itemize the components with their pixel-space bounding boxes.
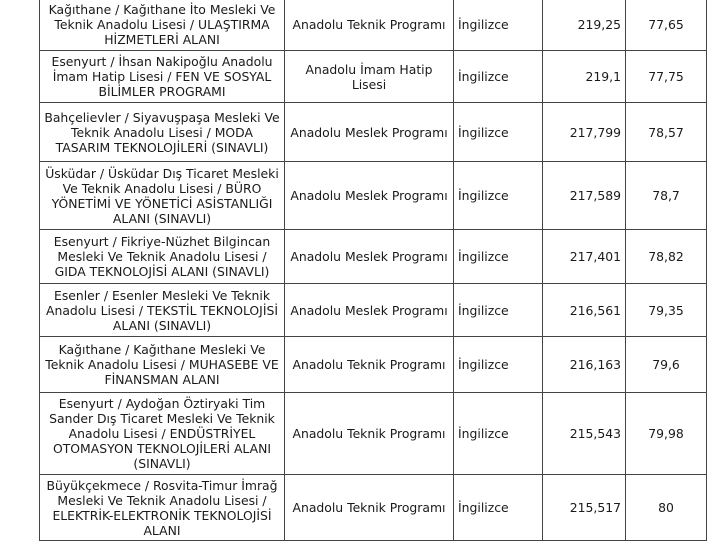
table-row [40, 103, 707, 162]
score-cell: 216,561 [543, 284, 626, 337]
score-cell: 217,401 [543, 230, 626, 284]
percentile-cell: 79,6 [626, 337, 707, 393]
percentile-cell: 80 [626, 475, 707, 541]
language-cell: İngilizce [454, 284, 543, 337]
school-cell: Esenyurt / Aydoğan Öztiryaki Tim Sander Dış Ticaret Mesleki Ve Teknik Anadolu Lisesi / ENDÜSTRİYEL OTOMASYON TEKNOLOJİLERİ ALANI (SINAVLI) [40, 393, 285, 475]
table-row [40, 51, 707, 103]
percentile-cell: 78,57 [626, 103, 707, 162]
table-row [40, 230, 707, 284]
language-cell: İngilizce [454, 51, 543, 103]
percentile-cell: 79,98 [626, 393, 707, 475]
school-cell: Bahçelievler / Siyavuşpaşa Mesleki Ve Teknik Anadolu Lisesi / MODA TASARIM TEKNOLOJİLERİ (SINAVLI) [40, 103, 285, 162]
school-cell: Esenler / Esenler Mesleki Ve Teknik Anadolu Lisesi / TEKSTİL TEKNOLOJİSİ ALANI (SINAVLI) [40, 284, 285, 337]
percentile-cell: 78,7 [626, 162, 707, 230]
school-cell: Kağıthane / Kağıthane Mesleki Ve Teknik Anadolu Lisesi / MUHASEBE VE FİNANSMAN ALANI [40, 337, 285, 393]
percentile-cell: 77,75 [626, 51, 707, 103]
score-cell: 215,543 [543, 393, 626, 475]
table-row [40, 393, 707, 475]
school-cell: Esenyurt / İhsan Nakipoğlu Anadolu İmam Hatip Lisesi / FEN VE SOSYAL BİLİMLER PROGRAMI [40, 51, 285, 103]
school-ranking-table [39, 0, 707, 541]
table-row [40, 337, 707, 393]
score-cell: 216,163 [543, 337, 626, 393]
score-cell: 217,799 [543, 103, 626, 162]
language-cell: İngilizce [454, 230, 543, 284]
school-cell: Esenyurt / Fikriye-Nüzhet Bilgincan Mesleki Ve Teknik Anadolu Lisesi / GIDA TEKNOLOJİSİ ALANI (SINAVLI) [40, 230, 285, 284]
language-cell: İngilizce [454, 475, 543, 541]
language-cell: İngilizce [454, 103, 543, 162]
program-type-cell: Anadolu Teknik Programı [285, 475, 454, 541]
program-type-cell: Anadolu Meslek Programı [285, 230, 454, 284]
program-type-cell: Anadolu Meslek Programı [285, 284, 454, 337]
school-cell: Büyükçekmece / Rosvita-Timur İmrağ Mesleki Ve Teknik Anadolu Lisesi / ELEKTRİK-ELEKTRONİK TEKNOLOJİSİ ALANI [40, 475, 285, 541]
score-cell: 219,25 [543, 0, 626, 51]
score-cell: 215,517 [543, 475, 626, 541]
school-cell: Üsküdar / Üsküdar Dış Ticaret Mesleki Ve Teknik Anadolu Lisesi / BÜRO YÖNETİMİ VE YÖNETİCİ ASİSTANLIĞI ALANI (SINAVLI) [40, 162, 285, 230]
program-type-cell: Anadolu İmam Hatip Lisesi [285, 51, 454, 103]
percentile-cell: 78,82 [626, 230, 707, 284]
program-type-cell: Anadolu Teknik Programı [285, 0, 454, 51]
program-type-cell: Anadolu Meslek Programı [285, 103, 454, 162]
school-cell: Kağıthane / Kağıthane İto Mesleki Ve Teknik Anadolu Lisesi / ULAŞTIRMA HİZMETLERİ ALANI [40, 0, 285, 51]
table-row [40, 0, 707, 51]
score-cell: 219,1 [543, 51, 626, 103]
percentile-cell: 77,65 [626, 0, 707, 51]
table-row [40, 162, 707, 230]
language-cell: İngilizce [454, 337, 543, 393]
language-cell: İngilizce [454, 393, 543, 475]
language-cell: İngilizce [454, 0, 543, 51]
language-cell: İngilizce [454, 162, 543, 230]
table-row [40, 475, 707, 541]
program-type-cell: Anadolu Meslek Programı [285, 162, 454, 230]
program-type-cell: Anadolu Teknik Programı [285, 393, 454, 475]
percentile-cell: 79,35 [626, 284, 707, 337]
program-type-cell: Anadolu Teknik Programı [285, 337, 454, 393]
table-row [40, 284, 707, 337]
score-cell: 217,589 [543, 162, 626, 230]
